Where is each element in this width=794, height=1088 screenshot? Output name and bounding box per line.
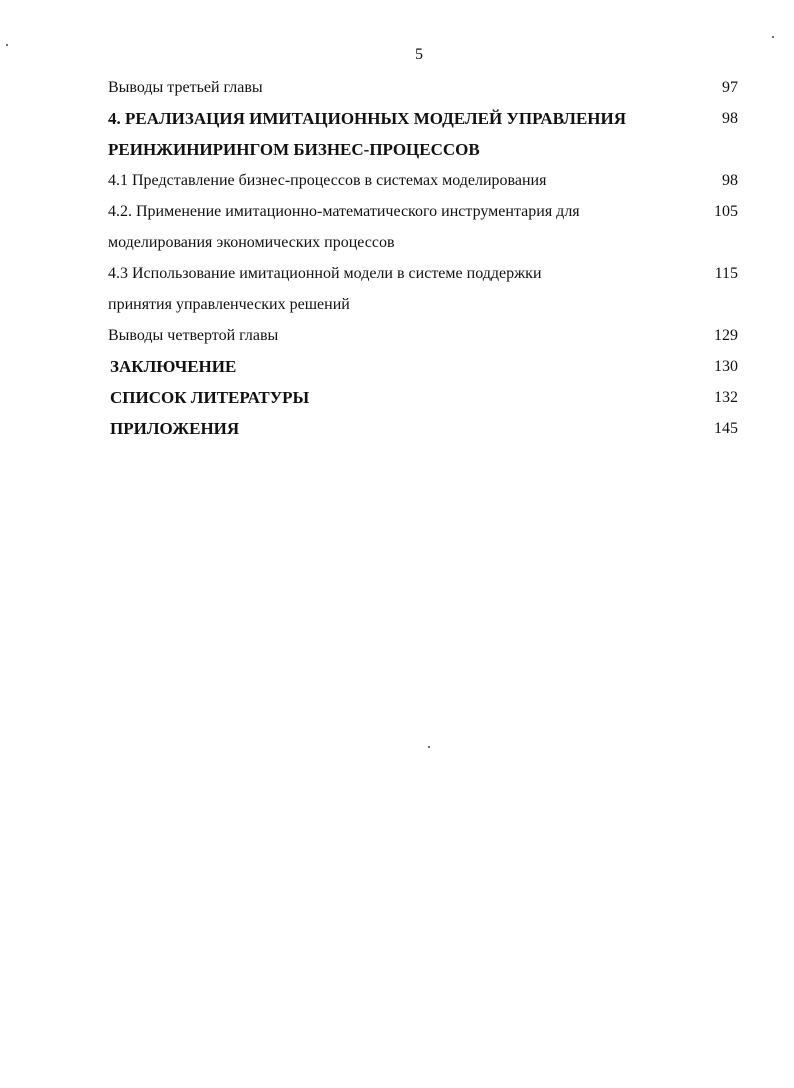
scan-speck [6,44,8,46]
toc-entry-section-4-3 [108,258,738,289]
toc-entry-title-cont: моделирования экономических процессов [108,234,395,251]
toc-entry-conclusions-ch3 [108,72,738,103]
toc-entry-conclusion [108,351,738,382]
toc-entry-section-4-3-cont [108,289,738,320]
toc-entry-title-cont: принятия управленческих решений [108,296,350,313]
toc-entry-page: 132 [714,389,738,406]
toc-entry-title-cont: РЕИНЖИНИРИНГОМ БИЗНЕС-ПРОЦЕССОВ [108,140,480,159]
toc-entry-title: ЗАКЛЮЧЕНИЕ [110,357,237,376]
toc-entry-conclusions-ch4 [108,320,738,351]
page-number: 5 [415,46,423,63]
toc-entry-page: 130 [714,358,738,375]
toc-entry-chapter-4-cont [108,134,738,165]
toc-entry-page: 105 [714,203,738,220]
toc-entry-title: 4. РЕАЛИЗАЦИЯ ИМИТАЦИОННЫХ МОДЕЛЕЙ УПРАВЛЕНИЯ [108,109,627,128]
toc-entry-title: Выводы четвертой главы [108,327,279,344]
scan-speck [428,746,430,748]
toc-entry-appendices [108,413,738,444]
toc-entry-page: 129 [714,327,738,344]
toc-entry-section-4-2-cont [108,227,738,258]
toc-entry-page: 145 [714,420,738,437]
toc-entry-section-4-2 [108,196,738,227]
toc-entry-page: 98 [722,110,738,127]
toc-entry-title: ПРИЛОЖЕНИЯ [110,419,240,438]
toc-entry-chapter-4 [108,103,738,134]
toc-entry-title: 4.3 Использование имитационной модели в системе поддержки [108,265,542,282]
toc-entry-page: 115 [714,265,738,282]
toc-entry-page: 97 [722,79,738,96]
toc-entry-title: Выводы третьей главы [108,79,263,96]
toc-entry-title: 4.2. Применение имитационно-математического инструментария для [108,203,580,220]
scan-speck [772,36,774,38]
toc-entry-title: 4.1 Представление бизнес-процессов в системах моделирования [108,172,547,189]
toc-entry-page: 98 [722,172,738,189]
toc-entry-section-4-1 [108,165,738,196]
table-of-contents [108,72,738,444]
toc-entry-title: СПИСОК ЛИТЕРАТУРЫ [110,388,310,407]
toc-entry-references [108,382,738,413]
